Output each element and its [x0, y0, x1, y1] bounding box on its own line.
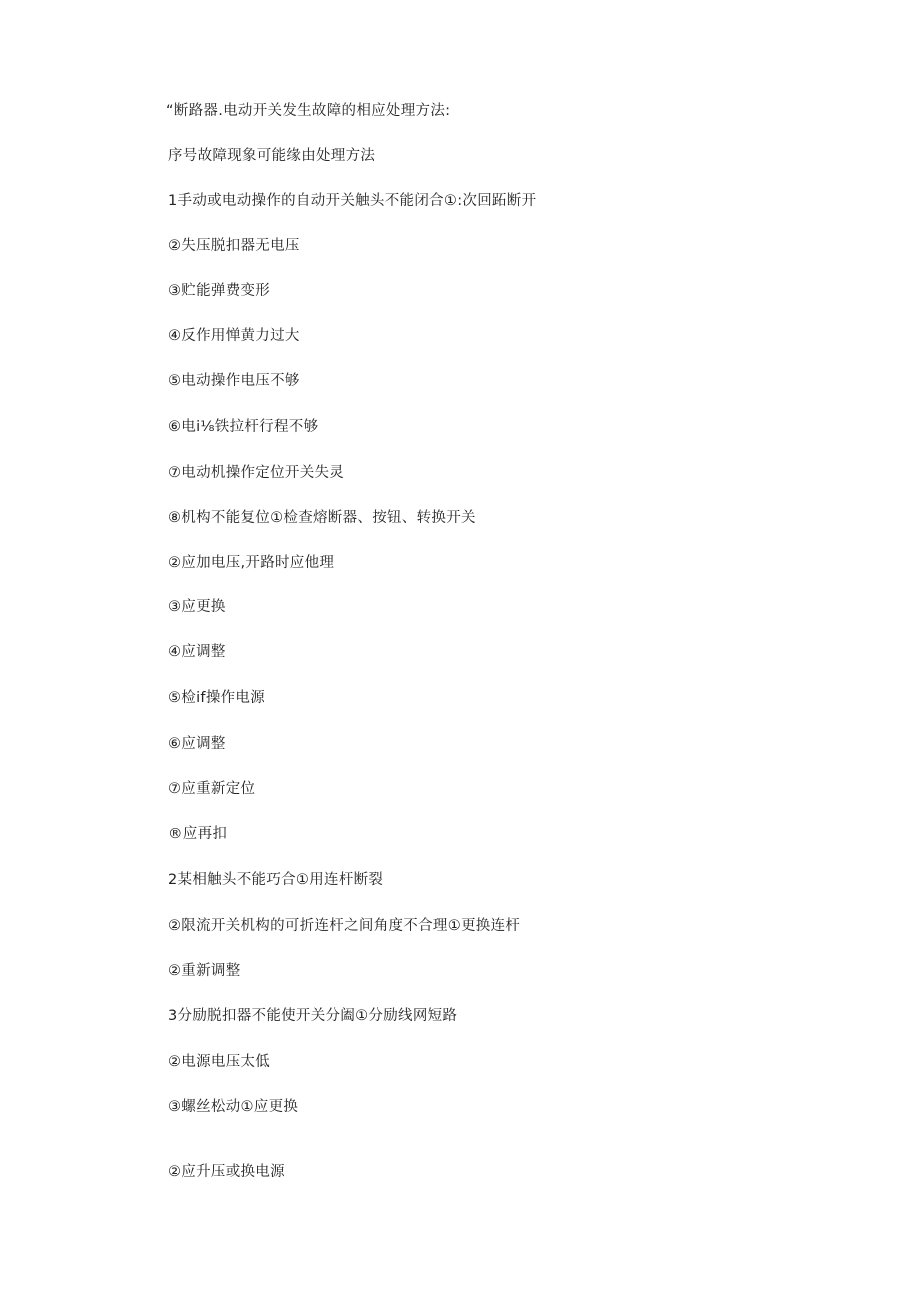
table-header-line: 序号故障现象可能缘由处理方法: [168, 148, 376, 164]
text-line: ③应更换: [168, 599, 226, 615]
text-line: ④反作用惮黄力过大: [168, 328, 300, 344]
text-line: ⑥应调整: [168, 736, 226, 752]
text-line: ④应调整: [168, 644, 226, 660]
fault-3-line: 3分励脱扣器不能使开关分阖①分励线网短路: [168, 1008, 458, 1024]
text-line: ⑦电动机操作定位开关失灵: [168, 465, 345, 481]
text-line: ②应加电压,开路时应他理: [168, 555, 335, 571]
text-line: ②限流开关机构的可折连杆之间角度不合理①更换连杆: [168, 918, 521, 934]
text-line: ⑤检if操作电源: [168, 690, 266, 706]
text-line: ②失压脱扣器无电压: [168, 238, 300, 254]
text-line: ⑤电动操作电压不够: [168, 373, 300, 389]
text-line: ⑥电i⅛铁拉杆行程不够: [168, 419, 319, 435]
text-line: ②电源电压太低: [168, 1054, 271, 1070]
text-line: ②重新调整: [168, 963, 241, 979]
text-line: ②应升压或换电源: [168, 1164, 285, 1180]
fault-2-line: 2某相触头不能巧合①用连杆断裂: [168, 872, 384, 888]
text-line: ③螺丝松动①应更换: [168, 1099, 299, 1115]
fault-1-line: 1手动或电动操作的自动开关触头不能闭合①:次回跖断开: [168, 193, 537, 209]
document-title: “断路器.电动开关发生故障的相应处理方法:: [166, 103, 451, 119]
text-line: ®应再扣: [168, 826, 228, 842]
text-line: ⑧机构不能复位①检查熔断器、按钮、转换开关: [168, 510, 476, 526]
text-line: ③贮能弹费变形: [168, 283, 271, 299]
text-line: ⑦应重新定位: [168, 781, 256, 797]
